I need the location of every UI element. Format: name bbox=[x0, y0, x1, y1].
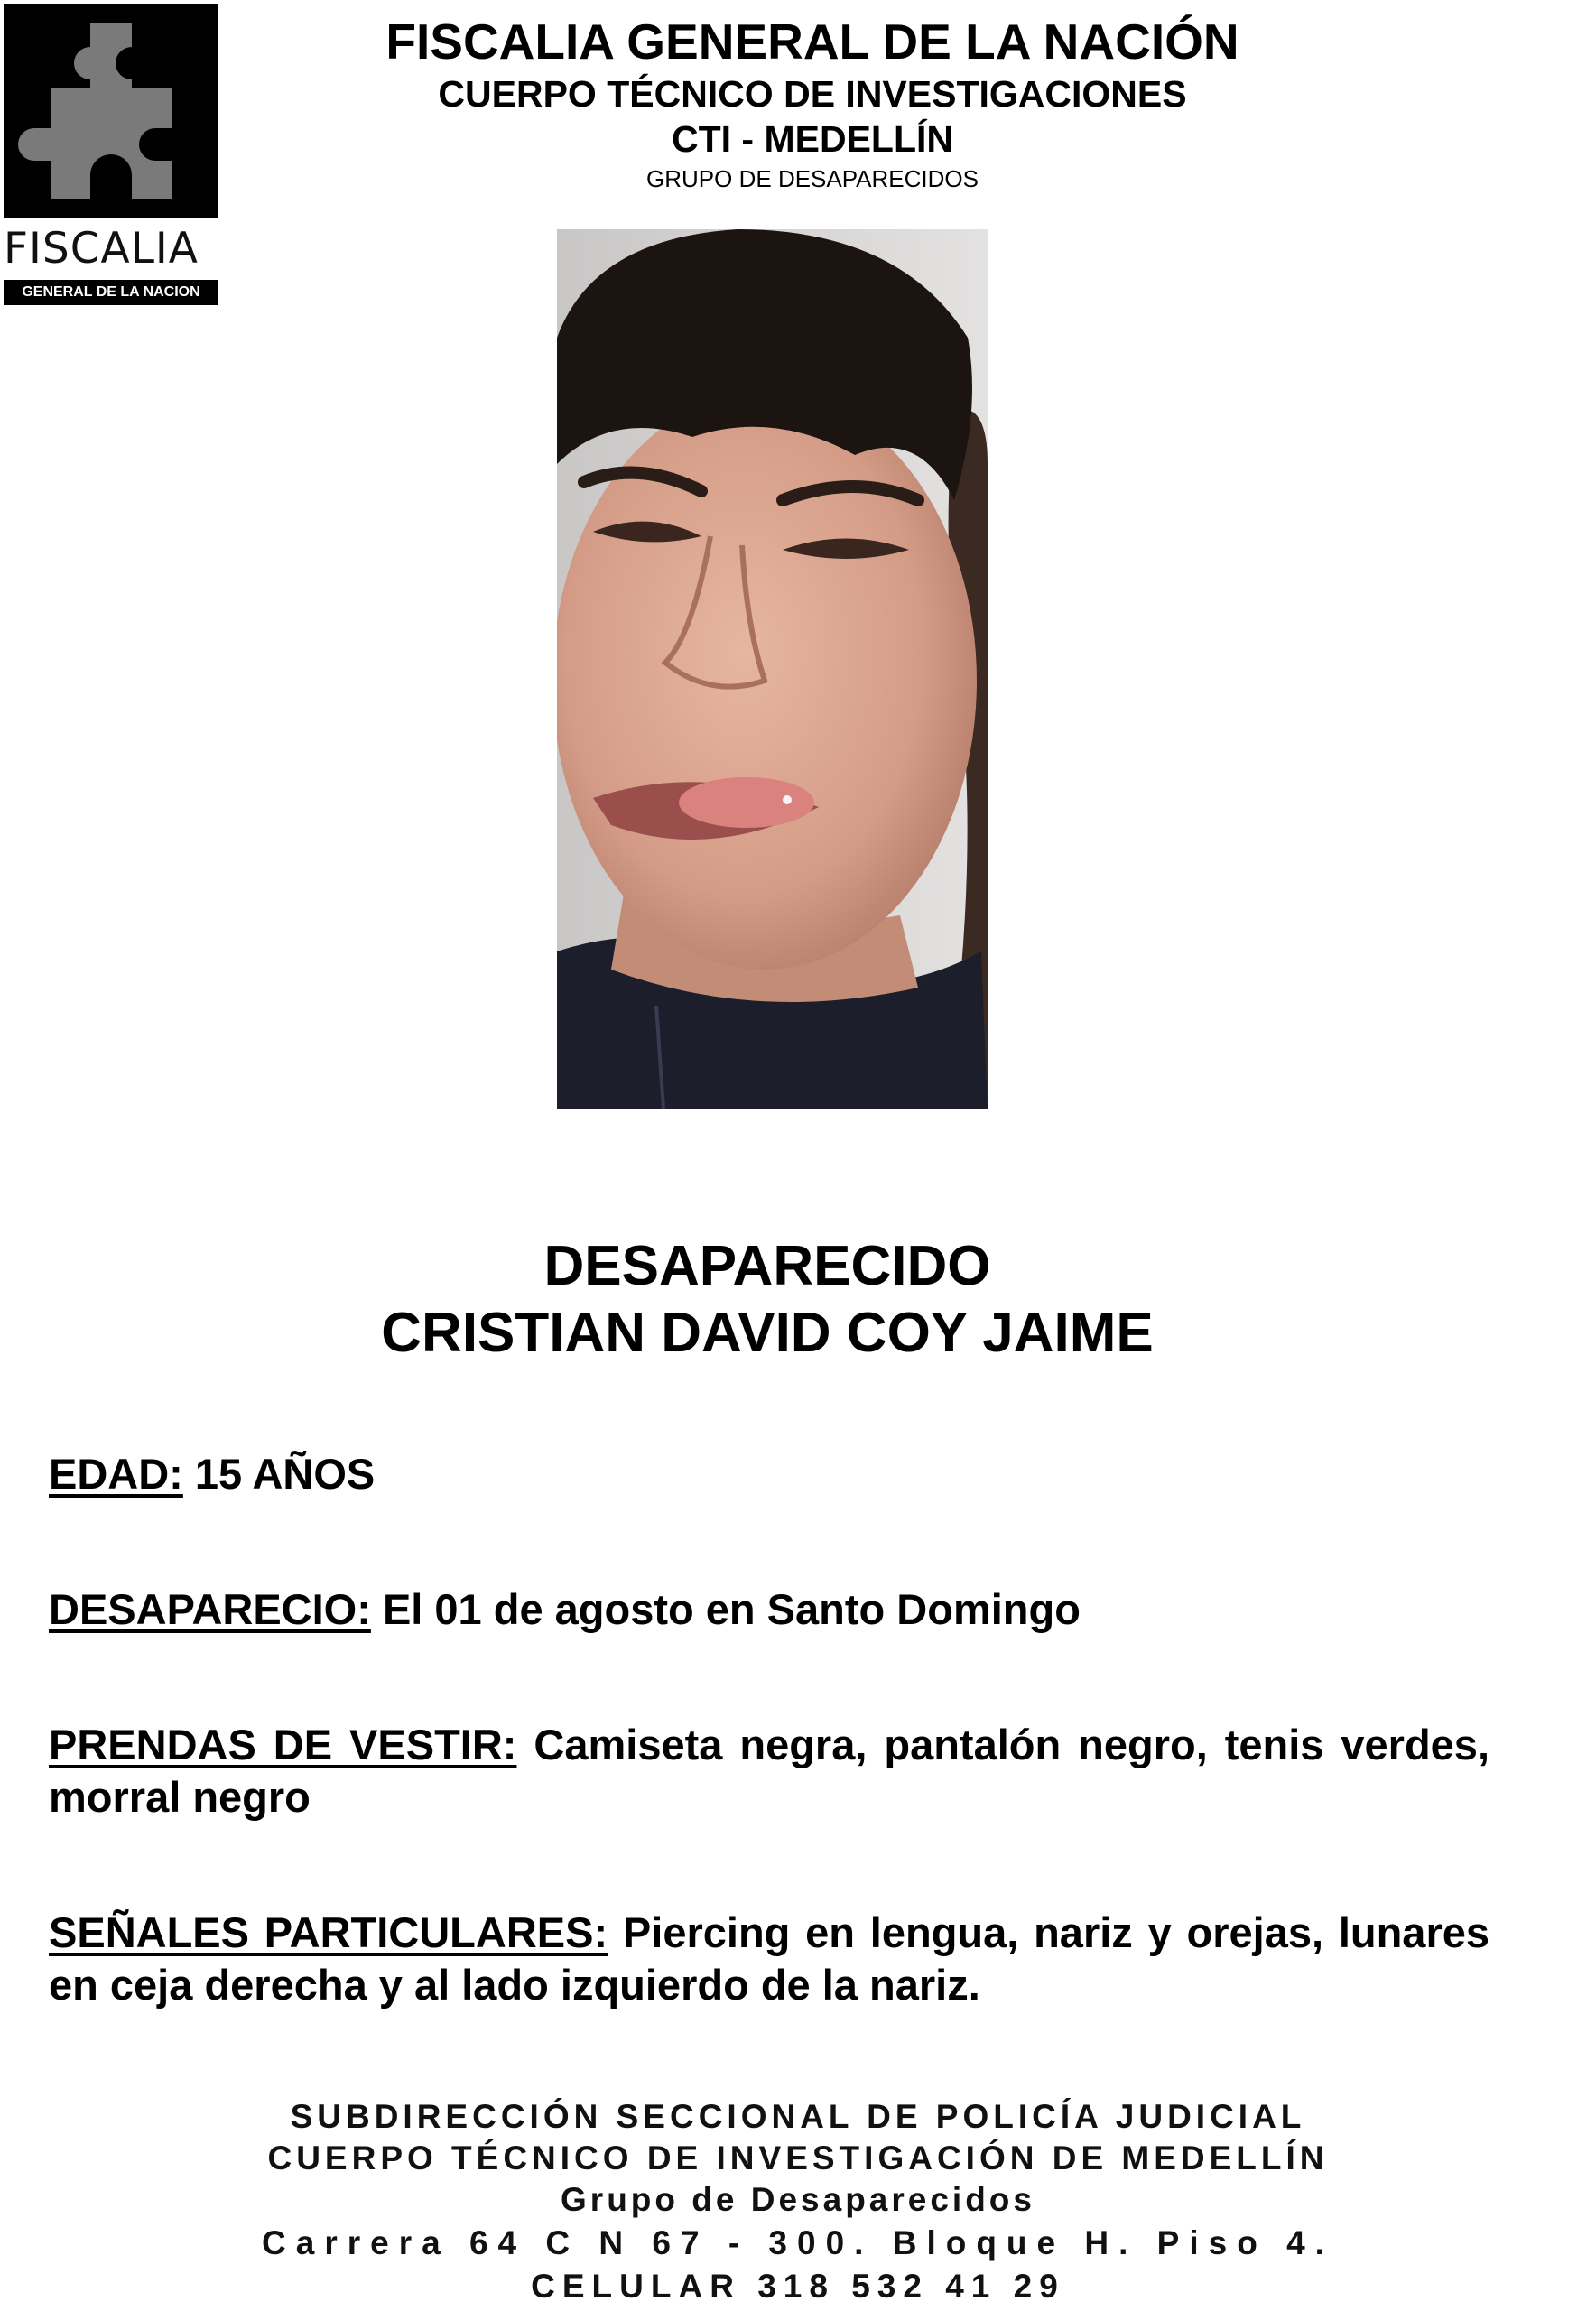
footer-group: Grupo de Desaparecidos bbox=[561, 2181, 1035, 2218]
clothing-label: PRENDAS DE VESTIR: bbox=[49, 1721, 517, 1768]
marks-value: Piercing en lengua, nariz y orejas, lunares en ceja derecha y al lado izquierdo de la nariz. bbox=[49, 1908, 1490, 2009]
disappeared-value: El 01 de agosto en Santo Domingo bbox=[382, 1585, 1081, 1633]
missing-person-photo bbox=[557, 229, 988, 1109]
header-office: CTI - MEDELLÍN bbox=[671, 118, 954, 160]
age-label: EDAD: bbox=[49, 1450, 183, 1498]
footer-subdirection: SUBDIRECCIÓN SECCIONAL DE POLICÍA JUDICIAL bbox=[290, 2098, 1306, 2135]
puzzle-piece-icon bbox=[4, 4, 218, 218]
logo-wordmark: FISCALIA bbox=[4, 224, 199, 274]
status-heading: DESAPARECIDO bbox=[543, 1235, 991, 1297]
clothing-field bbox=[49, 1719, 1489, 1824]
person-name: CRISTIAN DAVID COY JAIME bbox=[381, 1302, 1154, 1364]
footer-department: CUERPO TÉCNICO DE INVESTIGACIÓN DE MEDELLÍN bbox=[267, 2139, 1329, 2176]
header-agency: FISCALIA GENERAL DE LA NACIÓN bbox=[385, 14, 1239, 70]
age-value: 15 AÑOS bbox=[194, 1450, 376, 1498]
clothing-value: Camiseta negra, pantalón negro, tenis verdes, morral negro bbox=[49, 1721, 1489, 1821]
age-field bbox=[49, 1448, 1489, 1500]
header-department: CUERPO TÉCNICO DE INVESTIGACIONES bbox=[438, 73, 1187, 115]
disappeared-field bbox=[49, 1583, 1489, 1636]
fiscalia-logo bbox=[4, 4, 218, 305]
header-group: GRUPO DE DESAPARECIDOS bbox=[646, 165, 979, 192]
marks-field bbox=[49, 1907, 1489, 2011]
footer-phone: CELULAR 318 532 41 29 bbox=[531, 2268, 1065, 2305]
footer-address: Carrera 64 C N 67 - 300. Bloque H. Piso 4. bbox=[262, 2224, 1334, 2261]
disappeared-label: DESAPARECIO: bbox=[49, 1585, 371, 1633]
logo-subtitle: GENERAL DE LA NACION bbox=[4, 280, 218, 305]
marks-label: SEÑALES PARTICULARES: bbox=[49, 1908, 608, 1956]
